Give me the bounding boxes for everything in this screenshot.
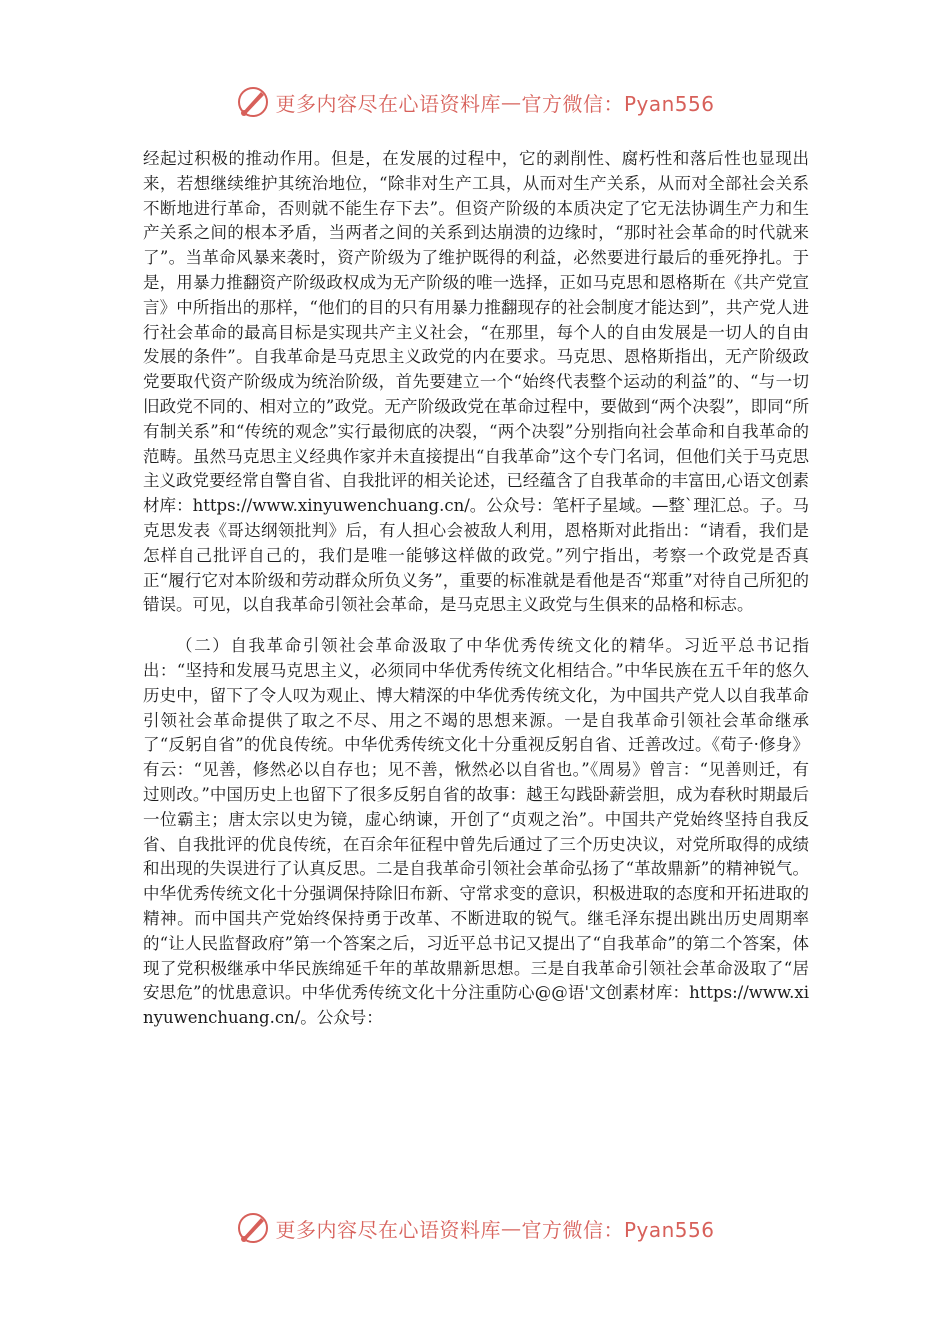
paragraph-2: （二）自我革命引领社会革命汲取了中华优秀传统文化的精华。习近平总书记指出：“坚持和发展马克思主义，必须同中华优秀传统文化相结合。”中华民族在五千年的悠久历史中，留下了令人叹为观止、博大精深的中华优秀传统文化，为中国共产党人以自我革命引领社会革命提供了取之不尽、用之不竭的思想来源。一是自我革命引领社会革命继承了“反躬自省”的优良传统。中华优秀传统文化十分重视反躬自省、迁善改过。《荀子·修身》有云：“见善，修然必以自存也；见不善，愀然必以自省也。”《周易》曾言：“见善则迁，有过则改。”中国历史上也留下了很多反躬自省的故事：越王勾践卧薪尝胆，成为春秋时期最后一位霸主；唐太宗以史为镜，虚心纳谏，开创了“贞观之治”。中国共产党始终坚持自我反省、自我批评的优良传统，在百余年征程中曾先后通过了三个历史决议，对党所取得的成绩和出现的失误进行了认真反思。二是自我革命引领社会革命弘扬了“革故鼎新”的精神锐气。中华优秀传统文化十分强调保持除旧布新、守常求变的意识，积极进取的态度和开拓进取的精神。而中国共产党始终保持勇于改革、不断进取的锐气。继毛泽东提出跳出历史周期率的“让人民监督政府”第一个答案之后，习近平总书记又提出了“自我革命”的第二个答案，体现了党积极继承中华民族绵延千年的革故鼎新思想。三是自我革命引领社会革命汲取了“居安思危”的忧患意识。中华优秀传统文化十分注重防心@@语'文创素材库：https://www.xinyuwenchuang.cn/。公众号： [143,636,809,1028]
header-banner-separator: — [500,90,522,114]
footer-banner-separator: — [500,1216,522,1240]
header-banner [0,82,950,122]
footer-banner-text: 更多内容尽在心语资料库 [275,1217,501,1242]
brush-logo-icon [235,1210,271,1246]
paragraph-1: 经起过积极的推动作用。但是，在发展的过程中，它的剥削性、腐朽性和落后性也显现出来，若想继续维护其统治地位，“除非对生产工具，从而对生产关系，从而对全部社会关系不断地进行革命，否则就不能生存下去”。但资产阶级的本质决定了它无法协调生产力和生产关系之间的根本矛盾，当两者之间的关系到达崩溃的边缘时，“那时社会革命的时代就来了”。当革命风暴来袭时，资产阶级为了维护既得的利益，必然要进行最后的垂死挣扎。于是，用暴力推翻资产阶级政权成为无产阶级的唯一选择，正如马克思和恩格斯在《共产党宣言》中所指出的那样，“他们的目的只有用暴力推翻现存的社会制度才能达到”，共产党人进行社会革命的最高目标是实现共产主义社会，“在那里，每个人的自由发展是一切人的自由发展的条件”。自我革命是马克思主义政党的内在要求。马克思、恩格斯指出，无产阶级政党要取代资产阶级成为统治阶级，首先要建立一个“始终代表整个运动的利益”的、“与一切旧政党不同的、相对立的”政党。无产阶级政党在革命过程中，要做到“两个决裂”，即同“所有制关系”和“传统的观念”实行最彻底的决裂，“两个决裂”分别指向社会革命和自我革命的范畴。虽然马克思主义经典作家并未直接提出“自我革命”这个专门名词，但他们关于马克思主义政党要经常自警自省、自我批评的相关论述，已经蕴含了自我革命的丰富田,心语文创素材库：https://www.xinyuwenchuang.cn/。公众号：笔杆子星域。—整`理汇总。子。马克思发表《哥达纲领批判》后，有人担心会被敌人利用，恩格斯对此指出：“请看，我们是怎样自己批评自己的，我们是唯一能够这样做的政党。”列宁指出，考察一个政党是否真正“履行它对本阶级和劳动群众所负义务”，重要的标准就是看他是否“郑重”对待自己所犯的错误。可见，以自我革命引领社会革命，是马克思主义政党与生俱来的品格和标志。 [143,149,809,615]
header-banner-wechat: 官方微信：Pyan556 [521,91,715,116]
document-body [143,147,809,1031]
brush-logo-icon [235,84,271,120]
header-banner-text: 更多内容尽在心语资料库 [275,91,501,116]
footer-banner [0,1208,950,1248]
footer-banner-wechat: 官方微信：Pyan556 [521,1217,715,1242]
